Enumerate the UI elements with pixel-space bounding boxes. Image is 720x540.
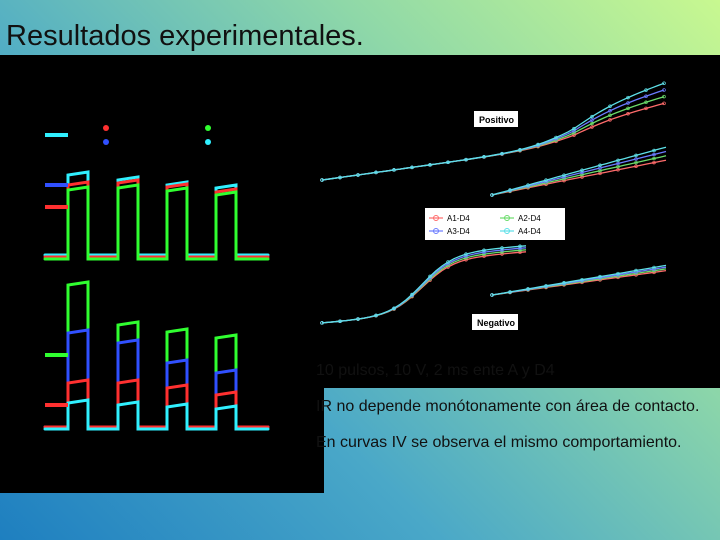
legend-label-a4-d4: A4-D4	[518, 227, 541, 236]
iv-curves-panel	[317, 55, 720, 388]
legend-label-a2-d4: A2-D4	[518, 214, 541, 223]
iv-curves-figure	[317, 55, 720, 388]
legend-label-a1-d4: A1-D4	[447, 214, 470, 223]
positive-label-box	[474, 111, 518, 127]
iv-negative-curve-1	[322, 252, 526, 323]
pulse-response-panel	[0, 55, 324, 493]
marker-dot-green	[205, 125, 211, 131]
iv-positive-branch-4	[492, 147, 666, 195]
iv-legend	[425, 208, 565, 240]
iv-positive-curve-3	[322, 90, 664, 180]
marker-dot-cyan	[205, 139, 211, 145]
bullet-iv-curves: En curvas IV se observa el mismo comportamiento.	[316, 434, 682, 451]
marker-dot-blue	[103, 139, 109, 145]
iv-negative-branch-4	[492, 265, 666, 295]
negative-label: Negativo	[477, 318, 516, 328]
negative-label-box	[472, 314, 518, 330]
bullet-ir-area: IR no depende monótonamente con área de contacto.	[316, 398, 700, 415]
slide-title: Resultados experimentales.	[6, 20, 364, 52]
trace-top-blue	[45, 185, 268, 259]
marker-dot-red	[103, 125, 109, 131]
bullet-list	[316, 360, 716, 468]
pulse-traces-figure	[0, 55, 324, 493]
legend-label-a3-d4: A3-D4	[447, 227, 470, 236]
positive-label: Positivo	[479, 115, 515, 125]
bullet-pulses: 10 pulsos, 10 V, 2 ms ente A y D4	[316, 362, 555, 379]
